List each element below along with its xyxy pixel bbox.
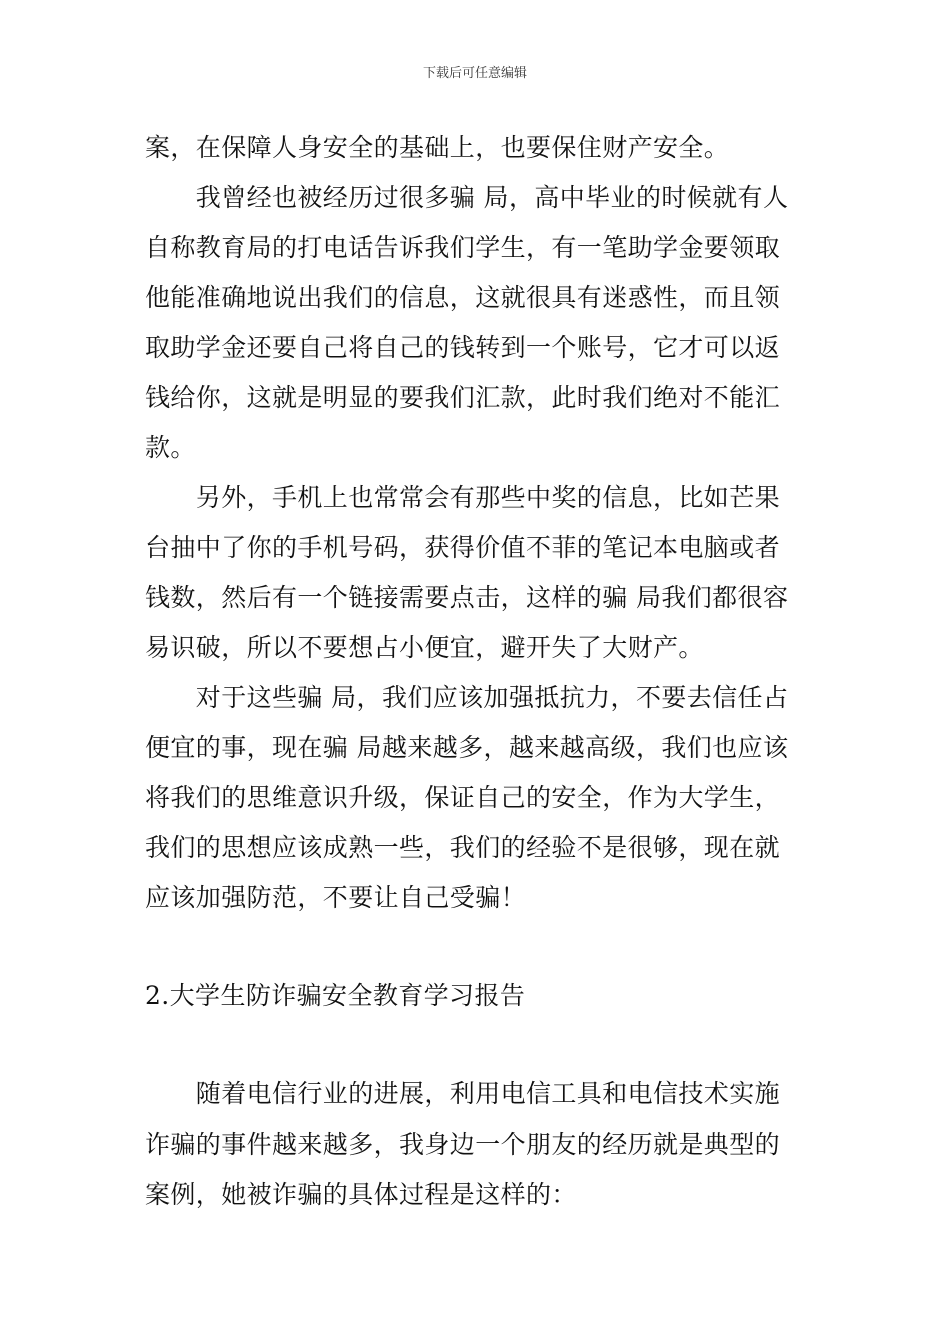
text-line: 便宜的事，现在骗 局越来越多，越来越高级，我们也应该 <box>145 733 789 762</box>
text-line: 他能准确地说出我们的信息，这就很具有迷惑性，而且领 <box>145 283 781 312</box>
text-line: 案，在保障人身安全的基础上，也要保住财产安全。 <box>145 133 730 162</box>
text-line: 另外，手机上也常常会有那些中奖的信息，比如芒果 <box>145 483 781 512</box>
text-line: 取助学金还要自己将自己的钱转到一个账号，它才可以返 <box>145 333 781 362</box>
text-line: 易识破，所以不要想占小便宜，避开失了大财产。 <box>145 633 704 662</box>
text-line: 钱数，然后有一个链接需要点击，这样的骗 局我们都很容 <box>145 583 789 612</box>
text-line: 随着电信行业的进展，利用电信工具和电信技术实施 <box>145 1079 781 1108</box>
text-line: 台抽中了你的手机号码，获得价值不菲的笔记本电脑或者 <box>145 533 781 562</box>
text-line: 诈骗的事件越来越多，我身边一个朋友的经历就是典型的 <box>145 1130 781 1159</box>
text-line: 我曾经也被经历过很多骗 局，高中毕业的时候就有人 <box>145 183 789 212</box>
text-line: 案例，她被诈骗的具体过程是这样的： <box>145 1180 577 1209</box>
section-heading: 2.大学生防诈骗安全教育学习报告 <box>145 981 526 1010</box>
text-line: 钱给你，这就是明显的要我们汇款，此时我们绝对不能汇 <box>145 383 781 412</box>
text-line: 对于这些骗 局，我们应该加强抵抗力，不要去信任占 <box>145 683 789 712</box>
text-line: 应该加强防范，不要让自己受骗！ <box>145 883 527 912</box>
text-line: 将我们的思维意识升级，保证自己的安全，作为大学生， <box>145 783 781 812</box>
text-line: 我们的思想应该成熟一些，我们的经验不是很够，现在就 <box>145 833 781 862</box>
text-line: 款。 <box>145 433 196 462</box>
page-header: 下载后可任意编辑 <box>422 66 527 81</box>
text-line: 自称教育局的打电话告诉我们学生，有一笔助学金要领取 <box>145 233 781 262</box>
